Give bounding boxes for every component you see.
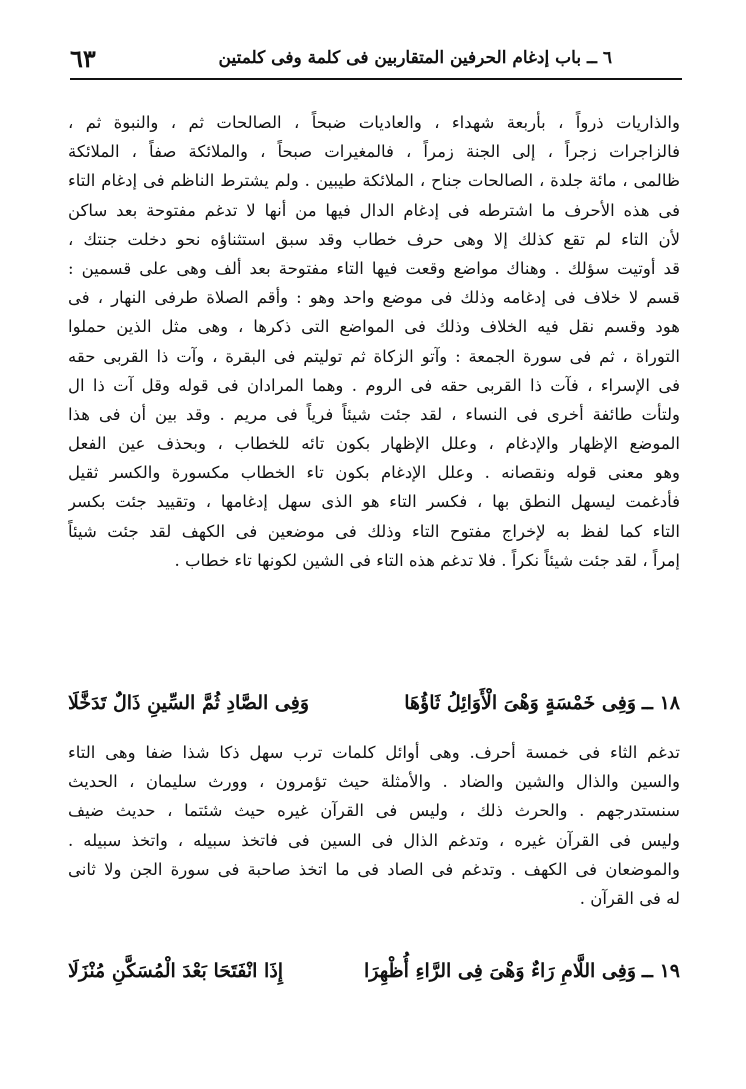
text-line: ظالمى ، مائة جلدة ، الصالحات جناح ، الملائكة طيبين . ولم يشترط الناظم فى إدغام التاء <box>68 171 680 191</box>
text-line: فالزاجرات زجراً ، إلى الجنة زمراً ، فالمغيرات صبحاً ، والملائكة صفاً ، الملائكة <box>68 142 680 162</box>
verse-first-half: وَفِى اللَّامِ رَاءٌ وَهْىَ فِى الرَّاءِ أُظْهِرَا <box>364 960 636 982</box>
text-line: فأدغمت ليسهل النطق بها ، فكسر التاء هو الذى سهل إدغامها ، وتقييد جئت بكسر <box>68 492 680 512</box>
text-line: له فى القرآن . <box>579 888 680 908</box>
text-line: التوراة ، ثم فى سورة الجمعة : وآتو الزكاة ثم توليتم فى البقرة ، وآت ذا القربى حقه <box>68 346 680 366</box>
text-line: قد أوتيت سؤلك . وهناك مواضع وقعت فيها التاء مفتوحة بعد ألف وهى على قسمين : <box>68 258 680 278</box>
text-line: قسم لا خلاف فى إدغامه وذلك فى موضع واحد وهو : وأقم الصلاة طرفى النهار ، فى <box>68 288 680 308</box>
text-line: وهو معنى قوله ونقصانه . وعلل الإدغام بكون تاء الخطاب مكسورة والكسر ثقيل <box>68 463 680 483</box>
paragraph-2 <box>68 738 680 913</box>
paragraph-1 <box>68 108 680 575</box>
verse-first-half: وَفِى خَمْسَةٍ وَهْىَ الْأَوَائِلُ ثَاؤُهَا <box>404 692 636 714</box>
text-line: الموضع الإظهار والإدغام ، وعلل الإظهار بكون تائه للخطاب ، وبحذف عين الفعل <box>68 434 680 454</box>
verse-18 <box>68 690 680 726</box>
text-line: وليس فى القرآن غيره ، وتدغم الذال فى السين فى فاتخذ سبيله ، واتخذ سبيله . <box>68 830 680 850</box>
text-line: تدغم الثاء فى خمسة أحرف. وهى أوائل كلمات ترب سهل ذكا شذا ضفا وهى التاء <box>68 743 680 762</box>
text-line: ولتأت طائفة أخرى فى النساء ، لقد جئت شيئاً فرياً فى مريم . وقد بين أن فى هذا <box>68 404 680 424</box>
page-header <box>70 44 682 80</box>
verse-number: ١٨ ــ <box>641 692 680 714</box>
verse-number: ١٩ ــ <box>641 960 680 982</box>
verse-second-half: إِذَا انْفَتَحَا بَعْدَ الْمُسَكَّنِ مُنْزَلَا <box>68 960 284 982</box>
verse-19 <box>68 958 680 994</box>
text-line: إمراً ، لقد جئت شيئاً نكراً . فلا تدغم هذه التاء فى الشين لكونها تاء خطاب . <box>174 550 680 570</box>
text-line: فى هذه الأحرف ما اشترطه فى إدغام الدال فيها من أنها لا تدغم مفتوحة بعد ساكن <box>68 200 680 220</box>
chapter-title: ٦ ــ باب إدغام الحرفين المتقاربين فى كلمة وفى كلمتين <box>218 48 612 68</box>
text-line: والسين والذال والشين والضاد . والأمثلة حيث تؤمرون ، وورث سليمان ، الحديث <box>68 772 680 792</box>
verse-second-half: وَفِى الصَّادِ ثُمَّ السِّينِ ذَالٌ تَدَخَّلَا <box>68 692 309 714</box>
text-line: لأن التاء لم تقع كذلك إلا وهى حرف خطاب وقد سبق استثناؤه نحو دخلت جنتك ، <box>68 229 680 249</box>
text-line: هود وقسم نقل فيه الخلاف وذلك فى المواضع التى ذكرها ، وهى مثل الذين حملوا <box>68 317 680 337</box>
page-number: ٦٣ <box>70 44 96 73</box>
text-line: والذاريات ذرواً ، بأربعة شهداء ، والعاديات ضبحاً ، الصالحات ثم ، والنبوة ثم ، <box>68 113 680 132</box>
text-line: التاء كما لفظ به لإخراج مفتوح التاء وذلك فى موضعين فى الكهف لقد جئت شيئاً <box>68 521 680 541</box>
text-line: والموضعان فى الكهف . وتدغم فى الصاد فى ما اتخذ صاحبة فى سورة الجن ولا ثانى <box>68 859 680 879</box>
text-line: سنستدرجهم . والحرث ذلك ، وليس فى القرآن غيره حيث شئتما ، حديث ضيف <box>68 801 680 821</box>
text-line: فى الإسراء ، فآت ذا القربى حقه فى الروم . وهما المرادان فى قوله وقل آت ذا ال <box>68 375 680 395</box>
